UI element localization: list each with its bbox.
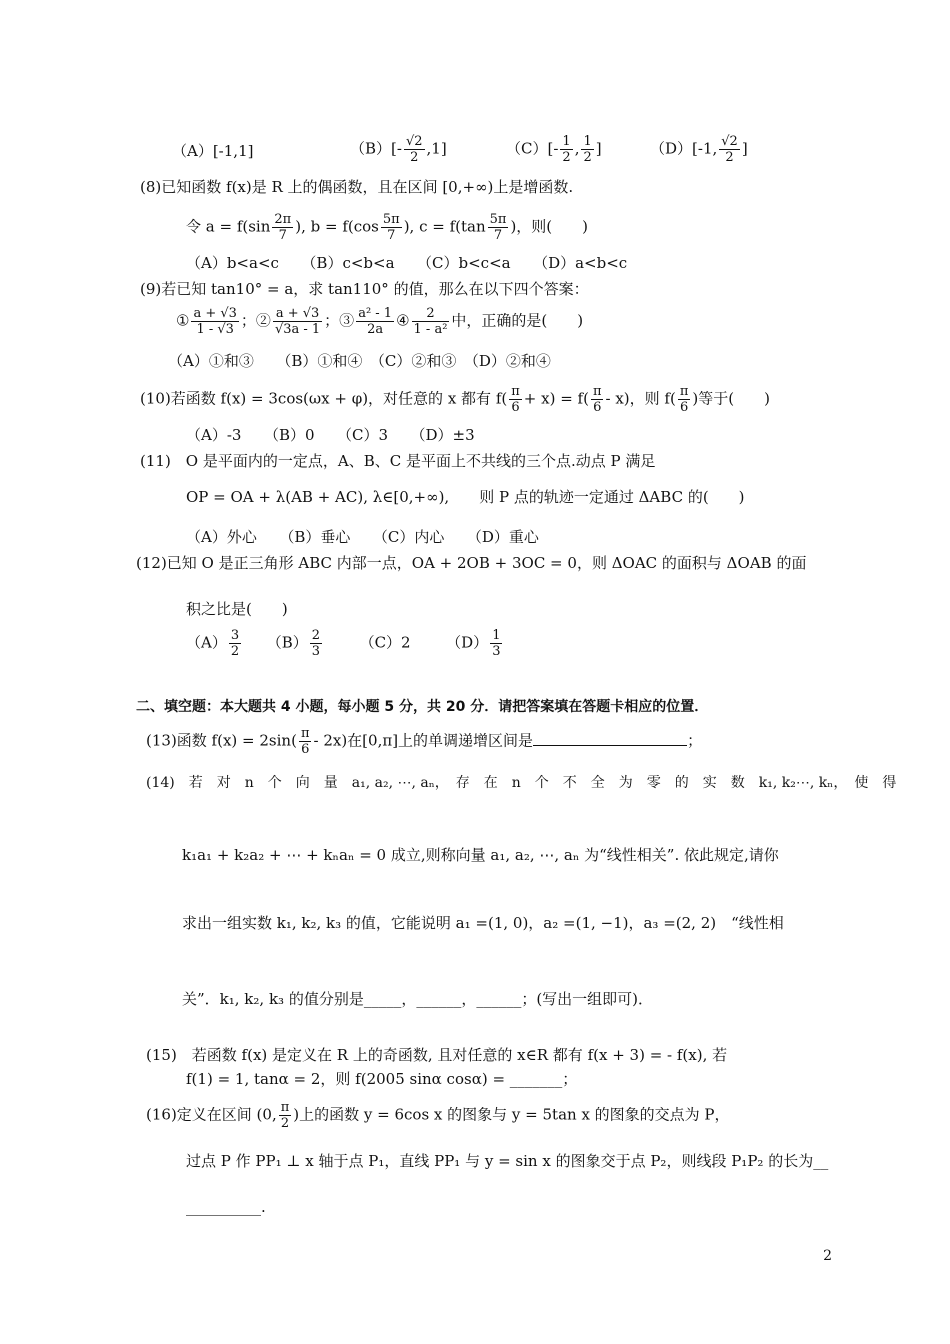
q16-answer-blank[interactable]: __________. (186, 1198, 266, 1216)
q15-stem: (15) 若函数 f(x) 是定义在 R 上的奇函数, 且对任意的 x∈R 都有 f(x + 3) = - f(x), 若 (146, 1046, 728, 1064)
q7-option-b: （B）[- $\frac{√2}{2}$ ,1] (350, 134, 447, 165)
q16-stem: (16)定义在区间 (0, $\frac{\pi}{2}$ )上的函数 y = 6cos x 的图象与 y = 5tan x 的图象的交点为 P， (146, 1100, 730, 1131)
q12-options: （A） $\frac{3}{2}$ （B） $\frac{2}{3}$ （C）2 （D） $\frac{1}{3}$ (186, 628, 501, 659)
q8-definition: 令 a = f(sin $\frac{2\pi}{7}$ ), b = f(cos $\frac{5\pi}{7}$ ), c = f(tan $\frac{5\pi}{7}$ )，则( ) (186, 212, 589, 243)
q12-stem: (12)已知 O 是正三角形 ABC 内部一点，OA + 2OB + 3OC = 0，则 ΔOAC 的面积与 ΔOAB 的面 (136, 554, 807, 572)
q9-answers: ① $\frac{a + √3}{1 - √3}$ ；② $\frac{a + √3}{√3a - 1}$ ；③ $\frac{\text{a² - 1}}{2a}$ ④ $\frac{2}{\text{1 - a²}}$ 中，正确的是( ) (176, 306, 584, 337)
q11-options: （A）外心 （B）垂心 （C）内心 （D）重心 (186, 528, 539, 546)
q7-option-c: （C）[- $\frac{1}{2}$ , $\frac{1}{2}$ ] (506, 134, 602, 165)
q8-stem: (8)已知函数 f(x)是 R 上的偶函数，且在区间 [0,+∞)上是增函数. (140, 178, 574, 196)
q7-option-a: （A）[-1,1] (172, 142, 254, 160)
q12-stem-cont: 积之比是( ) (186, 600, 288, 618)
q16-construction: 过点 P 作 PP₁ ⊥ x 轴于点 P₁，直线 PP₁ 与 y = sin x 的图象交于点 P₂，则线段 P₁P₂ 的长为__ (186, 1152, 829, 1170)
section-2-heading: 二、填空题：本大题共 4 小题，每小题 5 分，共 20 分．请把答案填在答题卡相应的位置． (136, 699, 709, 715)
q9-options: （A）①和③ （B）①和④ （C）②和③ （D）②和④ (168, 352, 551, 370)
q7-option-d: （D）[-1, $\frac{√2}{2}$ ] (650, 134, 748, 165)
q11-condition: OP = OA + λ(AB + AC), λ∈[0,+∞), 则 P 点的轨迹一定通过 ΔABC 的( ) (186, 488, 745, 506)
q9-stem: (9)若已知 tan10° = a，求 tan110° 的值，那么在以下四个答案： (140, 280, 589, 298)
q8-options: （A）b<a<c （B）c<b<a （C）b<c<a （D）a<b<c (186, 254, 628, 272)
q15-condition: f(1) = 1, tanα = 2，则 f(2005 sinα cosα) = _______； (186, 1070, 578, 1088)
page-number: 2 (823, 1248, 832, 1264)
q14-instruction: 求出一组实数 k₁, k₂, k₃ 的值，它能说明 a₁ =(1, 0)，a₂ =(1, −1)，a₃ =(2, 2) “线性相 (182, 914, 784, 932)
q14-definition: k₁a₁ + k₂a₂ + ⋯ + kₙaₙ = 0 成立,则称向量 a₁, a₂, ⋯, aₙ 为“线性相关”. 依此规定,请你 (182, 846, 779, 864)
q10-stem: (10)若函数 f(x) = 3cos(ωx + φ)，对任意的 x 都有 f( $\frac{\pi}{6}$ + x) = f( $\frac{\pi}{6}$ - x)，则 f( $\frac{\pi}{6}$ )等于( ) (140, 384, 770, 415)
q11-stem: (11) O 是平面内的一定点，A、B、C 是平面上不共线的三个点.动点 P 满足 (140, 452, 656, 470)
q13-stem: (13)函数 f(x) = 2sin( $\frac{\pi}{6}$ - 2x)在[0,π]上的单调递增区间是 ； (146, 726, 703, 757)
q10-options: （A）-3 （B）0 （C）3 （D）±3 (186, 426, 475, 444)
answer-blank[interactable] (533, 745, 687, 746)
q14-answer: 关”．k₁, k₂, k₃ 的值分别是_____，______，______；(写出一组即可)． (182, 990, 654, 1008)
q14-stem: (14) 若 对 n 个 向 量 a₁, a₂, ⋯, aₙ， 存 在 n 个 不 全 为 零 的 实 数 k₁, k₂⋯, kₙ， 使 得 (146, 775, 897, 791)
